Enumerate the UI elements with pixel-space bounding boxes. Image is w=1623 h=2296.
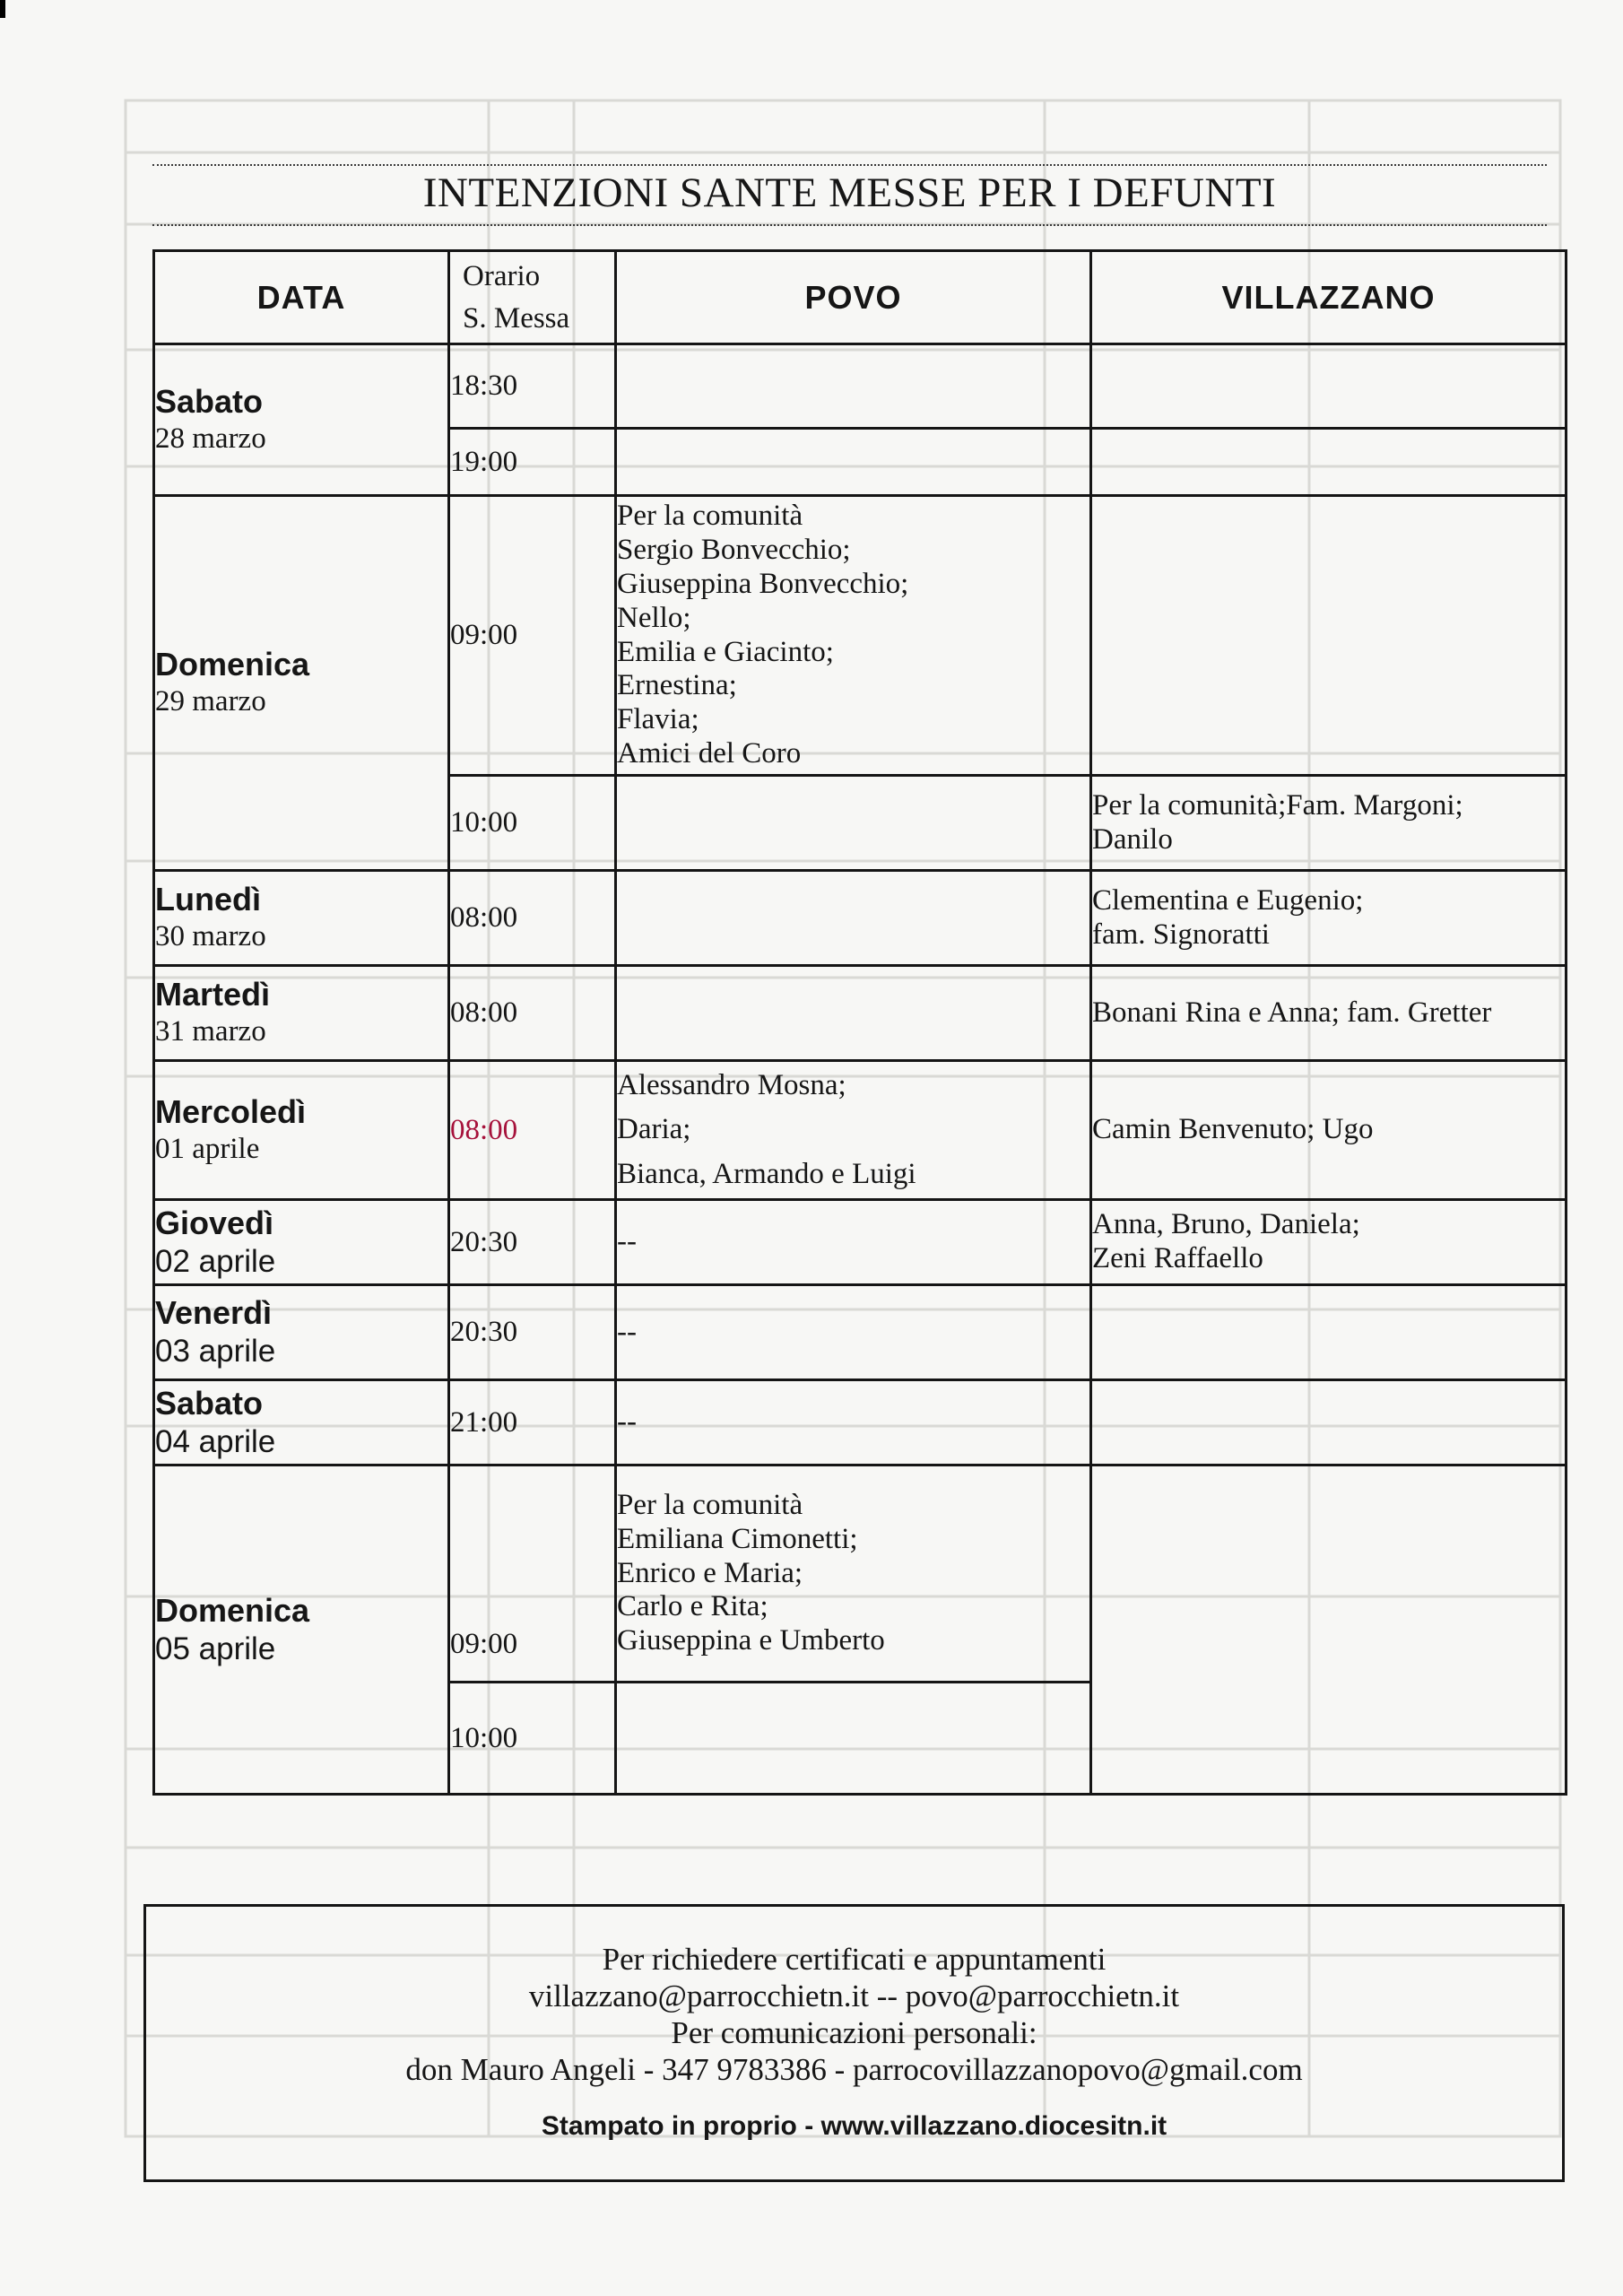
villazzano-intentions [1091,1061,1567,1200]
villazzano-intentions [1091,344,1567,429]
villazzano-intentions [1091,871,1567,966]
day-cell [154,966,449,1061]
day-name: Venerdì [155,1294,273,1332]
table-row [154,1061,1567,1200]
intention-line: Alessandro Mosna; [617,1068,846,1101]
intention-line: Per la comunità;Fam. Margoni; [1092,788,1463,822]
povo-intentions [616,871,1091,966]
povo-intentions [616,344,1091,429]
header-villazzano: VILLAZZANO [1091,251,1567,344]
table-row [154,1380,1567,1465]
footer-emails-line: villazzano@parrocchietn.it -- povo@parrocchietn.it [528,1979,1180,2013]
day-cell [154,1465,449,1795]
header-data: DATA [154,251,449,344]
mass-time: 10:00 [449,1683,616,1795]
intention-line: Zeni Raffaello [1092,1242,1263,1274]
intention-line: Amici del Coro [617,737,802,770]
intention-line: Clementina e Eugenio; [1092,883,1364,917]
villazzano-intentions [1091,966,1567,1061]
intention-line: -- [617,1225,637,1258]
mass-intentions-table [152,249,1567,1796]
villazzano-intentions [1091,1200,1567,1285]
mass-time-highlighted: 08:00 [449,1061,616,1200]
povo-intentions [616,1465,1091,1683]
day-date: 01 aprile [155,1132,260,1165]
intention-line: -- [617,1315,637,1348]
intention-line: Enrico e Maria; [617,1556,803,1589]
day-name: Giovedì [155,1204,274,1241]
intention-line: Camin Benvenuto; Ugo [1092,1113,1374,1146]
mass-time: 10:00 [449,776,616,871]
mass-time: 21:00 [449,1380,616,1465]
povo-intentions [616,776,1091,871]
povo-intentions [616,1683,1091,1795]
header-orario-line: Orario [463,259,541,292]
intention-line: Bianca, Armando e Luigi [617,1157,916,1190]
footer-certificates-line: Per richiedere certificati e appuntamenti [602,1942,1107,1977]
mass-time: 20:30 [449,1285,616,1380]
intention-line: Ernestina; [617,669,737,702]
footer-contact-line: don Mauro Angeli - 347 9783386 - parrocovillazzanopovo@gmail.com [405,2052,1303,2087]
intention-line: Per la comunità [617,1488,803,1521]
day-name: Sabato [155,1384,264,1422]
mass-time: 19:00 [449,429,616,496]
header-povo: POVO [616,251,1091,344]
mass-time: 08:00 [449,871,616,966]
footer-personal-line: Per comunicazioni personali: [671,2015,1037,2050]
mass-time: 09:00 [449,496,616,776]
intention-line: Flavia; [617,703,699,736]
day-cell [154,1200,449,1285]
contact-footer-box [143,1904,1565,2182]
table-header-row [154,251,1567,344]
intention-line: Emilia e Giacinto; [617,635,834,668]
footer-printed-line: Stampato in proprio - www.villazzano.diocesitn.it [541,2111,1167,2141]
povo-intentions [616,966,1091,1061]
day-name: Mercoledì [155,1092,307,1130]
intention-line: fam. Signoratti [1092,918,1270,951]
day-date: 29 marzo [155,685,266,718]
header-orario-line: S. Messa [463,301,570,335]
villazzano-intentions [1091,1285,1567,1380]
povo-intentions [616,496,1091,776]
bottom-dotted-rule [152,224,1547,226]
povo-intentions [616,429,1091,496]
table-row [154,1285,1567,1380]
top-dotted-rule [152,164,1547,166]
intention-line: -- [617,1405,637,1439]
intention-line: Giuseppina Bonvecchio; [617,567,909,600]
day-date: 02 aprile [155,1243,276,1279]
day-cell [154,344,449,496]
intention-line: Anna, Bruno, Daniela; [1092,1208,1360,1241]
villazzano-intentions [1091,1380,1567,1465]
intention-line: Per la comunità [617,499,803,532]
mass-time: 18:30 [449,344,616,429]
villazzano-intentions [1091,1465,1567,1795]
povo-intentions [616,1285,1091,1380]
day-cell [154,1061,449,1200]
day-date: 05 aprile [155,1631,276,1666]
day-cell [154,1285,449,1380]
day-name: Martedì [155,976,271,1013]
table-row [154,496,1567,776]
table-row [154,871,1567,966]
villazzano-intentions [1091,429,1567,496]
intention-line: Bonani Rina e Anna; fam. Gretter [1092,996,1492,1029]
day-cell [154,1380,449,1465]
povo-intentions [616,1061,1091,1200]
header-orario [449,251,616,344]
day-cell [154,496,449,871]
day-date: 04 aprile [155,1423,276,1459]
intention-line: Nello; [617,601,691,634]
povo-intentions [616,1380,1091,1465]
day-name: Domenica [155,646,310,683]
table-row [154,1465,1567,1683]
intention-line: Giuseppina e Umberto [617,1624,885,1657]
day-date: 30 marzo [155,920,266,953]
day-name: Lunedì [155,881,261,918]
intention-line: Danilo [1092,822,1173,856]
mass-time: 20:30 [449,1200,616,1285]
table-row [154,344,1567,429]
intention-line: Daria; [617,1113,691,1146]
page-title: INTENZIONI SANTE MESSE PER I DEFUNTI [422,170,1277,216]
mass-time: 08:00 [449,966,616,1061]
day-cell [154,871,449,966]
day-date: 03 aprile [155,1334,276,1370]
intention-line: Emiliana Cimonetti; [617,1522,858,1555]
table-row [154,1200,1567,1285]
villazzano-intentions [1091,496,1567,776]
day-date: 28 marzo [155,422,266,455]
mass-time: 09:00 [449,1465,616,1683]
day-name: Sabato [155,382,264,420]
povo-intentions [616,1200,1091,1285]
intention-line: Carlo e Rita; [617,1590,768,1623]
day-date: 31 marzo [155,1015,266,1048]
day-name: Domenica [155,1591,310,1629]
villazzano-intentions [1091,776,1567,871]
table-row [154,966,1567,1061]
intention-line: Sergio Bonvecchio; [617,533,851,566]
